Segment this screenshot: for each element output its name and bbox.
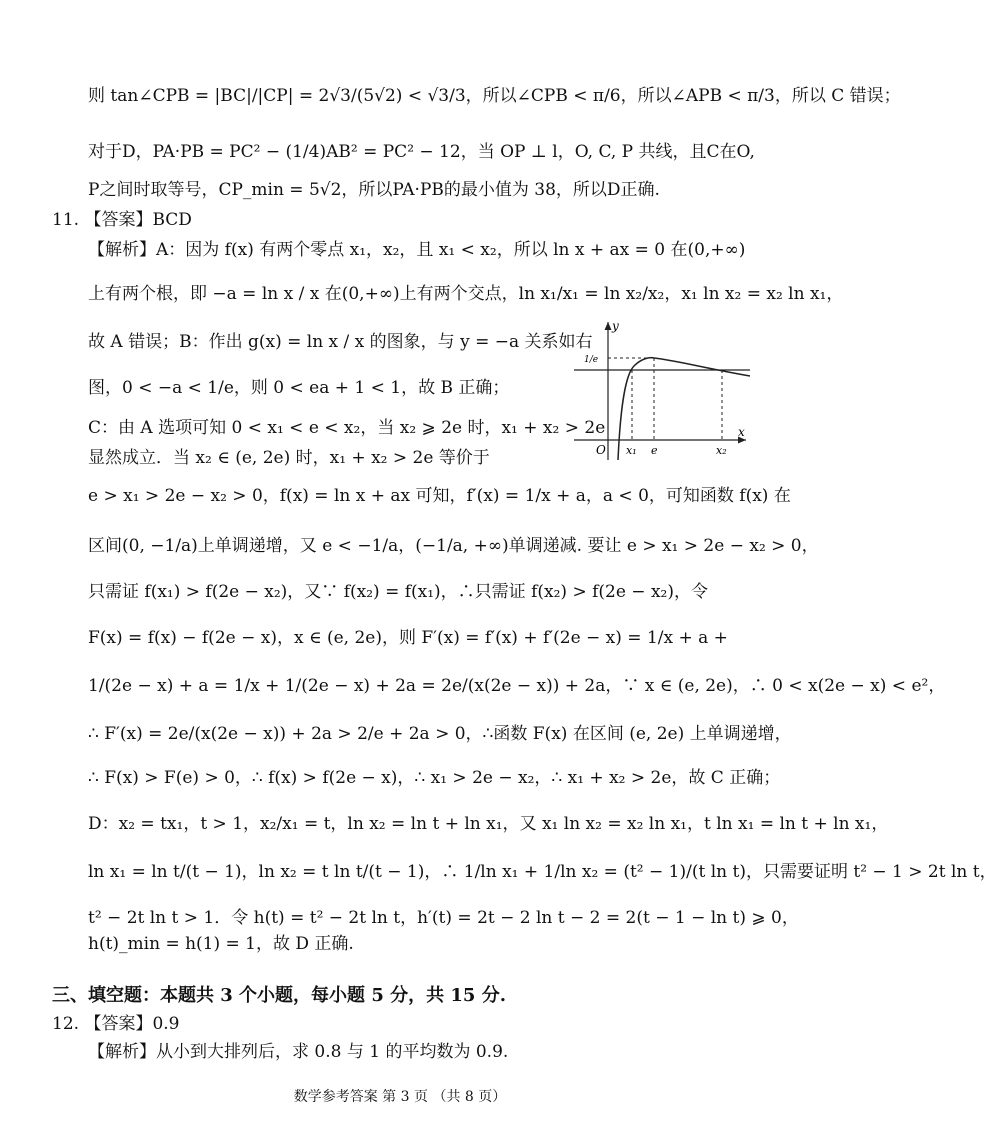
text-line: t² − 2t ln t > 1．令 h(t) = t² − 2t ln t，h′(t) = 2t − 2 ln t − 2 = 2(t − 1 − ln t) ⩾ 0， <box>88 908 799 928</box>
text-line: 【解析】从小到大排列后，求 0.8 与 1 的平均数为 0.9. <box>88 1042 509 1062</box>
text-line: F(x) = f(x) − f(2e − x)，x ∈ (e, 2e)，则 F′(x) = f′(x) + f′(2e − x) = 1/x + a + <box>88 628 728 648</box>
text-line: 只需证 f(x₁) > f(2e − x₂)，又∵ f(x₂) = f(x₁)，∴只需证 f(x₂) > f(2e − x₂)，令 <box>88 582 708 602</box>
origin-label: O <box>596 443 606 457</box>
q11-answer: 11. 【答案】BCD <box>52 210 192 230</box>
text-line: 显然成立．当 x₂ ∈ (e, 2e) 时，x₁ + x₂ > 2e 等价于 <box>88 448 490 468</box>
text-line: 则 tan∠CPB = |BC|/|CP| = 2√3/(5√2) < √3/3，所以∠CPB < π/6，所以∠APB < π/3，所以 C 错误； <box>88 86 901 106</box>
text-line: 区间(0, −1/a)上单调递增，又 e < −1/a，(−1/a, +∞)单调递减. 要让 e > x₁ > 2e − x₂ > 0， <box>88 536 819 556</box>
text-line: D：x₂ = tx₁，t > 1，x₂/x₁ = t，ln x₂ = ln t + ln x₁，又 x₁ ln x₂ = x₂ ln x₁，t ln x₁ = ln t + ln x₁， <box>88 814 889 834</box>
x1-label: x₁ <box>626 444 637 457</box>
text-line: 上有两个根，即 −a = ln x / x 在(0,+∞)上有两个交点，ln x₁/x₁ = ln x₂/x₂，x₁ ln x₂ = x₂ ln x₁， <box>88 284 844 304</box>
x-axis-label: x <box>738 425 745 439</box>
text-line: 对于D，PA·PB = PC² − (1/4)AB² = PC² − 12，当 OP ⊥ l，O, C, P 共线，且C在O, <box>88 142 755 162</box>
ln-x-over-x-graph <box>574 316 750 460</box>
q12-answer: 12. 【答案】0.9 <box>52 1014 180 1034</box>
text-line: 1/(2e − x) + a = 1/x + 1/(2e − x) + 2a = 2e/(x(2e − x)) + 2a，∵ x ∈ (e, 2e)，∴ 0 < x(2e − x) < e²， <box>88 676 946 696</box>
text-line: ∴ F(x) > F(e) > 0，∴ f(x) > f(2e − x)，∴ x₁ > 2e − x₂，∴ x₁ + x₂ > 2e，故 C 正确； <box>88 768 781 788</box>
x2-label: x₂ <box>716 444 727 457</box>
text-line: 图，0 < −a < 1/e，则 0 < ea + 1 < 1，故 B 正确； <box>88 378 510 398</box>
text-line: ∴ F′(x) = 2e/(x(2e − x)) + 2a > 2/e + 2a > 0，∴函数 F(x) 在区间 (e, 2e) 上单调递增， <box>88 724 792 744</box>
section-heading: 三、填空题：本题共 3 个小题，每小题 5 分，共 15 分. <box>52 985 506 1006</box>
inv-e-label: 1/e <box>584 355 599 365</box>
text-line: C：由 A 选项可知 0 < x₁ < e < x₂，当 x₂ ⩾ 2e 时，x₁ + x₂ > 2e <box>88 418 606 438</box>
text-line: P之间时取等号，CP_min = 5√2，所以PA·PB的最小值为 38，所以D正确. <box>88 180 660 200</box>
y-axis-arrow <box>605 322 612 330</box>
ln-x-over-x-curve <box>618 358 750 460</box>
e-label: e <box>651 444 658 457</box>
text-line: 故 A 错误；B：作出 g(x) = ln x / x 的图象，与 y = −a 关系如右 <box>88 332 593 352</box>
page-footer: 数学参考答案 第 3 页 （共 8 页） <box>293 1089 507 1105</box>
text-line: 【解析】A：因为 f(x) 有两个零点 x₁，x₂，且 x₁ < x₂，所以 ln x + ax = 0 在(0,+∞) <box>88 240 746 260</box>
text-line: ln x₁ = ln t/(t − 1)，ln x₂ = t ln t/(t − 1)，∴ 1/ln x₁ + 1/ln x₂ = (t² − 1)/(t ln t)，只需要证明 t² − 1 > 2t ln t， <box>88 862 997 882</box>
text-line: h(t)_min = h(1) = 1，故 D 正确. <box>88 934 354 954</box>
y-axis-label: y <box>612 319 619 333</box>
text-line: e > x₁ > 2e − x₂ > 0，f(x) = ln x + ax 可知，f′(x) = 1/x + a，a < 0，可知函数 f(x) 在 <box>88 486 791 506</box>
